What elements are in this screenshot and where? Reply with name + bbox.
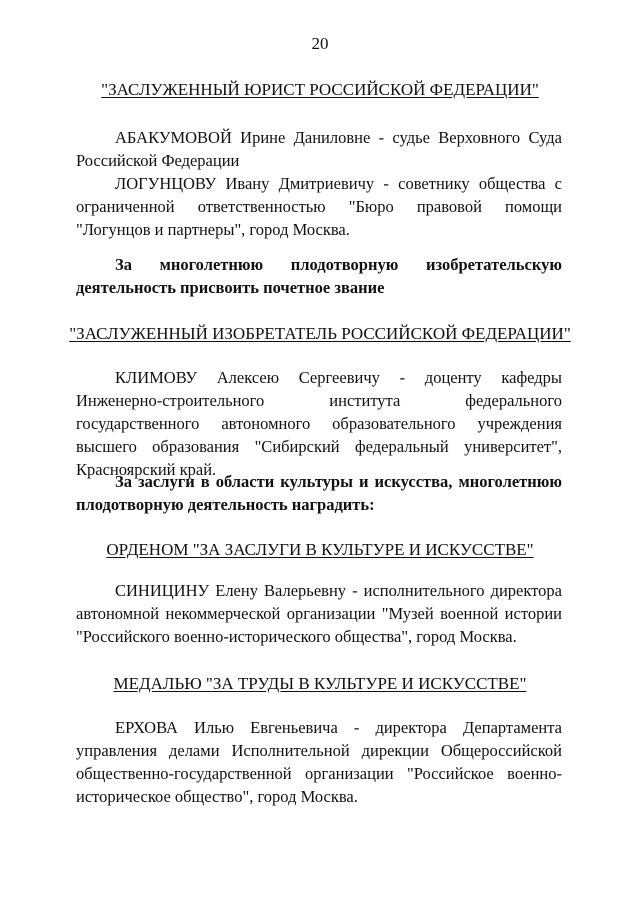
page-number: 20: [311, 34, 329, 53]
award-entry-loguntsov: ЛОГУНЦОВУ Ивану Дмитриевичу - советнику общества с ограниченной ответственностью "Бюро правовой помощи "Логунцов и партнеры", город Москва.: [76, 174, 562, 239]
section-heading-order-culture: ОРДЕНОМ "ЗА ЗАСЛУГИ В КУЛЬТУРЕ И ИСКУССТВЕ": [106, 540, 534, 559]
award-entry-abakumova: АБАКУМОВОЙ Ирине Даниловне - судье Верховного Суда Российской Федерации: [76, 128, 562, 170]
section-heading-honored-lawyer: "ЗАСЛУЖЕННЫЙ ЮРИСТ РОССИЙСКОЙ ФЕДЕРАЦИИ": [101, 80, 539, 99]
section-heading-medal-culture: МЕДАЛЬЮ "ЗА ТРУДЫ В КУЛЬТУРЕ И ИСКУССТВЕ": [113, 674, 527, 693]
award-intro-inventor: За многолетнюю плодотворную изобретательскую деятельность присвоить почетное звание: [76, 255, 562, 297]
award-entry-klimov: КЛИМОВУ Алексею Сергеевичу - доценту кафедры Инженерно-строительного института федерального государственного автономного образовательного учреждения высшего образования "Сибирский федеральный университет", Красноярский край.: [76, 368, 562, 479]
award-intro-culture: За заслуги в области культуры и искусства, многолетнюю плодотворную деятельность наградить:: [76, 472, 562, 514]
award-entry-sinitsina: СИНИЦИНУ Елену Валерьевну - исполнительного директора автономной некоммерческой организации "Музей военной истории "Российского военно-исторического общества", город Москва.: [76, 581, 562, 646]
section-heading-honored-inventor: "ЗАСЛУЖЕННЫЙ ИЗОБРЕТАТЕЛЬ РОССИЙСКОЙ ФЕДЕРАЦИИ": [69, 324, 571, 343]
award-entry-erkhov: ЕРХОВА Илью Евгеньевича - директора Департамента управления делами Исполнительной дирекции Общероссийской общественно-государственной организации "Российское военно-историческое общество", город Москва.: [76, 718, 562, 806]
